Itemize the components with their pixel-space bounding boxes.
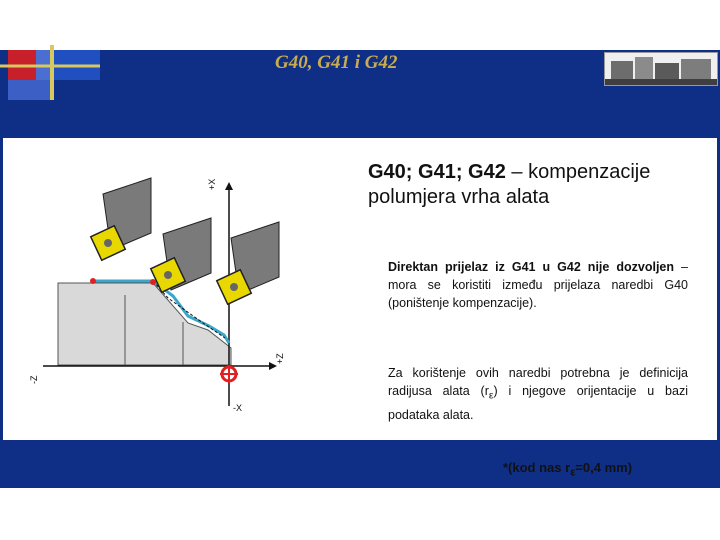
axis-label-z-right: +Z <box>275 353 285 364</box>
slide-title: G40, G41 i G42 <box>275 52 398 73</box>
tool-holder-1 <box>90 178 151 284</box>
paragraph2-part-b: ) i njegove orijentacije u bazi podataka alata. <box>388 384 688 422</box>
paragraph-tool-radius <box>388 364 688 424</box>
heading-description: – kompenzacije polumjera vrha alata <box>368 161 651 208</box>
tool-path-diagram <box>3 138 348 440</box>
logo-thumbnail-image <box>604 52 718 86</box>
tool-holder-3 <box>217 222 279 304</box>
note-part-a: *(kod nas r <box>503 460 571 475</box>
note-subscript: ε <box>570 466 576 479</box>
axis-label-z-left: -Z <box>29 375 39 384</box>
content-heading <box>368 160 708 210</box>
paragraph-direct-transition <box>388 258 688 312</box>
note-part-b: =0,4 mm) <box>575 460 633 475</box>
decorative-corner-graphic <box>0 0 110 100</box>
content-card <box>3 138 717 479</box>
heading-commands: G40; G41; G42 <box>368 161 506 183</box>
axis-label-x-down: -X <box>233 403 242 413</box>
origin-marker <box>220 365 238 383</box>
text-column <box>358 138 708 479</box>
note-radius-value <box>503 460 632 479</box>
paragraph2-part-a: Za korištenje ovih naredbi potrebna je definicija radijusa alata (r <box>388 366 688 398</box>
axis-label-x-up: +X <box>207 178 217 190</box>
paragraph1-bold: Direktan prijelaz iz G41 u G42 nije dozvoljen <box>388 260 675 274</box>
paragraph2-subscript: ε <box>488 390 494 402</box>
paragraph1-rest: – mora se koristiti između prijelaza naredbi G40 (poništenje kompenzacije). <box>388 260 688 310</box>
tool-holder-2 <box>150 218 211 292</box>
